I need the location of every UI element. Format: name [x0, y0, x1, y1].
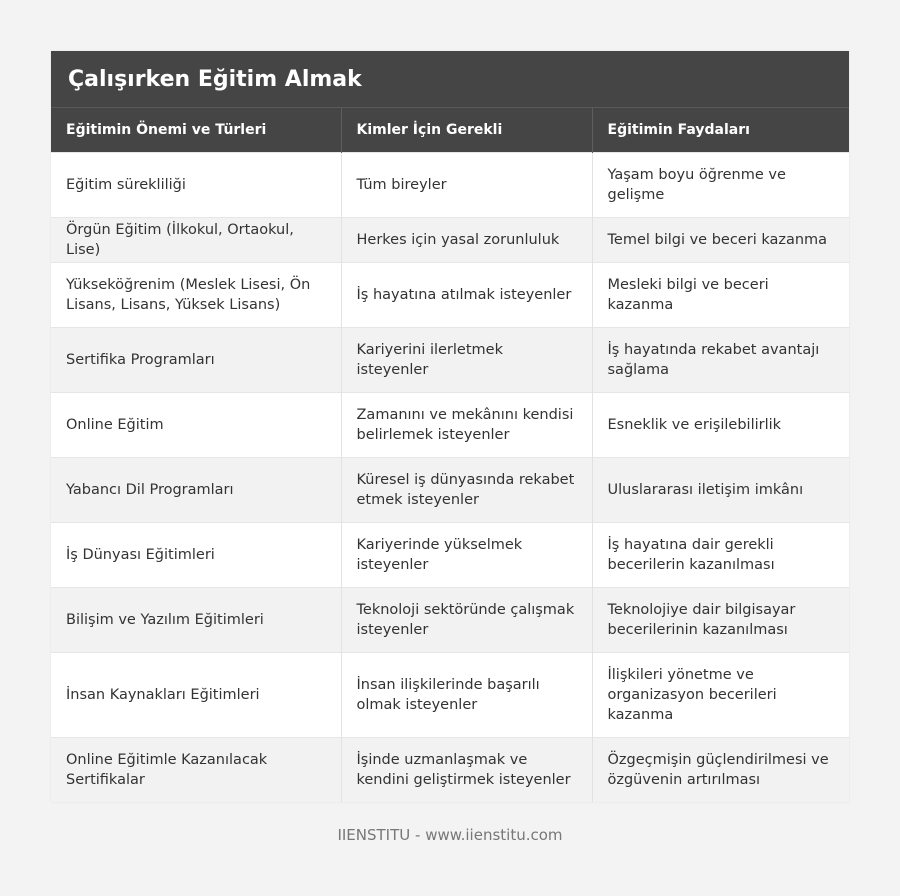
column-header: Kimler İçin Gerekli [341, 108, 592, 152]
education-table [51, 108, 849, 802]
table-cell: Yükseköğrenim (Meslek Lisesi, Ön Lisans, Lisans, Yüksek Lisans) [51, 262, 341, 327]
table-cell: İnsan ilişkilerinde başarılı olmak isteyenler [341, 652, 592, 737]
table-cell: Yaşam boyu öğrenme ve gelişme [592, 152, 849, 217]
table-cell: Özgeçmişin güçlendirilmesi ve özgüvenin artırılması [592, 737, 849, 802]
table-cell: Küresel iş dünyasında rekabet etmek isteyenler [341, 457, 592, 522]
table-cell: Bilişim ve Yazılım Eğitimleri [51, 587, 341, 652]
table-row [51, 652, 849, 737]
table-row [51, 327, 849, 392]
table-row [51, 152, 849, 217]
table-cell: Zamanını ve mekânını kendisi belirlemek isteyenler [341, 392, 592, 457]
table-cell: Örgün Eğitim (İlkokul, Ortaokul, Lise) [51, 217, 341, 262]
table-cell: Herkes için yasal zorunluluk [341, 217, 592, 262]
table-row [51, 262, 849, 327]
table-cell: İş hayatına atılmak isteyenler [341, 262, 592, 327]
table-cell: Uluslararası iletişim imkânı [592, 457, 849, 522]
table-cell: İş hayatına dair gerekli becerilerin kazanılması [592, 522, 849, 587]
table-cell: Tüm bireyler [341, 152, 592, 217]
table-cell: Temel bilgi ve beceri kazanma [592, 217, 849, 262]
table-row [51, 217, 849, 262]
table-title: Çalışırken Eğitim Almak [51, 51, 849, 108]
table-cell: İşinde uzmanlaşmak ve kendini geliştirmek isteyenler [341, 737, 592, 802]
table-card [51, 51, 849, 802]
table-cell: Kariyerinde yükselmek isteyenler [341, 522, 592, 587]
table-cell: Yabancı Dil Programları [51, 457, 341, 522]
table-cell: Esneklik ve erişilebilirlik [592, 392, 849, 457]
table-cell: İş hayatında rekabet avantajı sağlama [592, 327, 849, 392]
column-header: Eğitimin Faydaları [592, 108, 849, 152]
table-row [51, 587, 849, 652]
table-cell: İlişkileri yönetme ve organizasyon becerileri kazanma [592, 652, 849, 737]
table-cell: Online Eğitim [51, 392, 341, 457]
header-row [51, 108, 849, 152]
table-row [51, 457, 849, 522]
table-cell: Online Eğitimle Kazanılacak Sertifikalar [51, 737, 341, 802]
footer-credit: IIENSTITU - www.iienstitu.com [337, 826, 563, 844]
table-cell: İş Dünyası Eğitimleri [51, 522, 341, 587]
table-cell: Eğitim sürekliliği [51, 152, 341, 217]
table-cell: İnsan Kaynakları Eğitimleri [51, 652, 341, 737]
table-cell: Teknoloji sektöründe çalışmak isteyenler [341, 587, 592, 652]
table-cell: Sertifika Programları [51, 327, 341, 392]
table-cell: Kariyerini ilerletmek isteyenler [341, 327, 592, 392]
table-row [51, 392, 849, 457]
table-cell: Teknolojiye dair bilgisayar becerilerinin kazanılması [592, 587, 849, 652]
table-row [51, 737, 849, 802]
column-header: Eğitimin Önemi ve Türleri [51, 108, 341, 152]
table-row [51, 522, 849, 587]
table-cell: Mesleki bilgi ve beceri kazanma [592, 262, 849, 327]
